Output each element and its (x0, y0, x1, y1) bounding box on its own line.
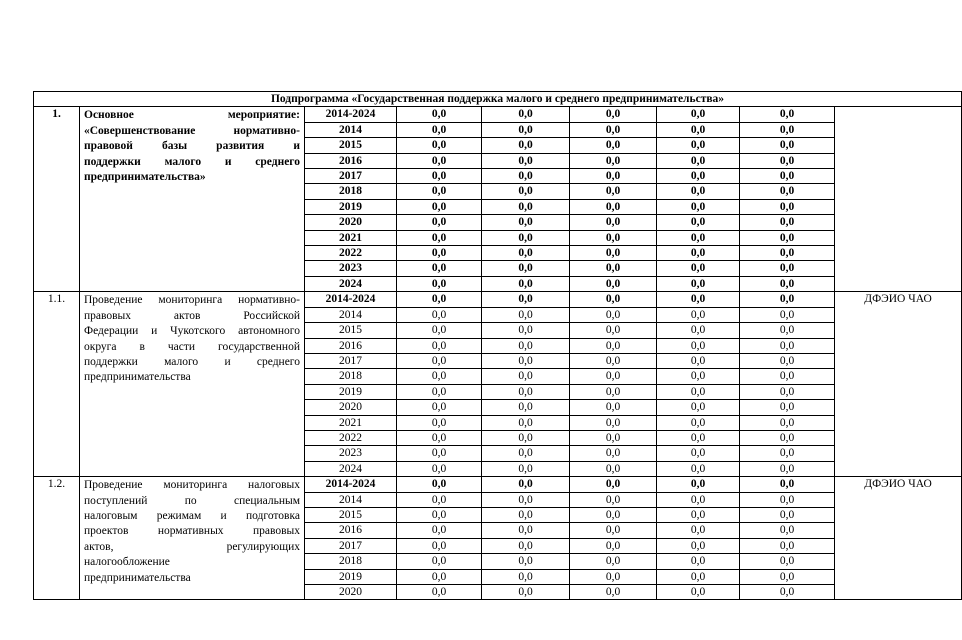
value-cell: 0,0 (570, 276, 657, 291)
value-cell: 0,0 (397, 169, 482, 184)
value-cell: 0,0 (570, 430, 657, 445)
value-cell: 0,0 (482, 430, 570, 445)
value-cell: 0,0 (397, 554, 482, 569)
item-name-line: Федерации и Чукотского автономного (84, 325, 300, 338)
value-cell: 0,0 (570, 199, 657, 214)
year-cell: 2015 (305, 323, 397, 338)
value-cell: 0,0 (397, 446, 482, 461)
item-name-line: Проведение мониторинга налоговых (84, 479, 300, 492)
item-name-line: правовых актов Российской (84, 309, 300, 322)
value-cell: 0,0 (657, 446, 740, 461)
responsible-executor: ДФЭИО ЧАО (835, 477, 962, 600)
year-cell: 2020 (305, 585, 397, 600)
value-cell: 0,0 (570, 215, 657, 230)
year-cell: 2014 (305, 307, 397, 322)
value-cell: 0,0 (397, 199, 482, 214)
value-cell: 0,0 (570, 323, 657, 338)
item-name (80, 107, 305, 292)
value-cell: 0,0 (482, 169, 570, 184)
value-cell: 0,0 (740, 523, 835, 538)
value-cell: 0,0 (740, 400, 835, 415)
year-cell: 2022 (305, 246, 397, 261)
value-cell: 0,0 (397, 230, 482, 245)
value-cell: 0,0 (570, 461, 657, 476)
subprogram-header-row (34, 92, 962, 107)
table-row (34, 292, 962, 307)
item-name (80, 292, 305, 477)
value-cell: 0,0 (740, 430, 835, 445)
value-cell: 0,0 (570, 569, 657, 584)
value-cell: 0,0 (570, 153, 657, 168)
year-cell: 2020 (305, 400, 397, 415)
value-cell: 0,0 (570, 492, 657, 507)
item-name-line: поступлений по специальным (84, 494, 300, 507)
value-cell: 0,0 (657, 338, 740, 353)
item-name-line: актов, регулирующих (84, 540, 300, 553)
value-cell: 0,0 (482, 261, 570, 276)
value-cell: 0,0 (397, 153, 482, 168)
value-cell: 0,0 (740, 246, 835, 261)
value-cell: 0,0 (740, 292, 835, 307)
value-cell: 0,0 (482, 199, 570, 214)
value-cell: 0,0 (482, 400, 570, 415)
value-cell: 0,0 (482, 446, 570, 461)
value-cell: 0,0 (657, 461, 740, 476)
year-cell: 2017 (305, 169, 397, 184)
value-cell: 0,0 (740, 107, 835, 122)
document-page (33, 91, 932, 600)
value-cell: 0,0 (482, 307, 570, 322)
subprogram-title: Подпрограмма «Государственная поддержка малого и среднего предпринимательства» (34, 92, 962, 107)
year-cell: 2019 (305, 199, 397, 214)
value-cell: 0,0 (657, 369, 740, 384)
value-cell: 0,0 (482, 369, 570, 384)
value-cell: 0,0 (740, 569, 835, 584)
item-number: 1.1. (34, 292, 80, 477)
item-number: 1. (34, 107, 80, 292)
value-cell: 0,0 (482, 246, 570, 261)
value-cell: 0,0 (397, 338, 482, 353)
value-cell: 0,0 (397, 430, 482, 445)
value-cell: 0,0 (397, 369, 482, 384)
value-cell: 0,0 (570, 384, 657, 399)
value-cell: 0,0 (657, 400, 740, 415)
value-cell: 0,0 (570, 169, 657, 184)
value-cell: 0,0 (482, 353, 570, 368)
value-cell: 0,0 (570, 338, 657, 353)
value-cell: 0,0 (570, 415, 657, 430)
value-cell: 0,0 (657, 184, 740, 199)
year-cell: 2014-2024 (305, 477, 397, 492)
value-cell: 0,0 (397, 323, 482, 338)
value-cell: 0,0 (740, 215, 835, 230)
value-cell: 0,0 (740, 585, 835, 600)
value-cell: 0,0 (482, 523, 570, 538)
year-cell: 2014-2024 (305, 292, 397, 307)
value-cell: 0,0 (740, 261, 835, 276)
value-cell: 0,0 (570, 585, 657, 600)
year-cell: 2024 (305, 461, 397, 476)
value-cell: 0,0 (657, 292, 740, 307)
year-cell: 2016 (305, 153, 397, 168)
value-cell: 0,0 (482, 338, 570, 353)
value-cell: 0,0 (482, 292, 570, 307)
value-cell: 0,0 (657, 169, 740, 184)
value-cell: 0,0 (482, 461, 570, 476)
value-cell: 0,0 (570, 138, 657, 153)
value-cell: 0,0 (482, 538, 570, 553)
responsible-executor: ДФЭИО ЧАО (835, 292, 962, 477)
value-cell: 0,0 (740, 353, 835, 368)
value-cell: 0,0 (570, 446, 657, 461)
value-cell: 0,0 (657, 523, 740, 538)
value-cell: 0,0 (570, 230, 657, 245)
value-cell: 0,0 (570, 523, 657, 538)
value-cell: 0,0 (397, 538, 482, 553)
item-name-line: «Совершенствование нормативно- (84, 124, 300, 137)
value-cell: 0,0 (740, 276, 835, 291)
value-cell: 0,0 (570, 307, 657, 322)
value-cell: 0,0 (740, 477, 835, 492)
value-cell: 0,0 (397, 138, 482, 153)
value-cell: 0,0 (482, 107, 570, 122)
value-cell: 0,0 (740, 153, 835, 168)
year-cell: 2019 (305, 569, 397, 584)
program-table (33, 91, 962, 600)
year-cell: 2018 (305, 554, 397, 569)
value-cell: 0,0 (482, 122, 570, 137)
value-cell: 0,0 (482, 215, 570, 230)
item-number: 1.2. (34, 477, 80, 600)
table-row (34, 477, 962, 492)
value-cell: 0,0 (397, 307, 482, 322)
value-cell: 0,0 (657, 276, 740, 291)
year-cell: 2014 (305, 122, 397, 137)
year-cell: 2018 (305, 369, 397, 384)
value-cell: 0,0 (740, 369, 835, 384)
value-cell: 0,0 (570, 122, 657, 137)
value-cell: 0,0 (482, 230, 570, 245)
value-cell: 0,0 (397, 477, 482, 492)
value-cell: 0,0 (657, 430, 740, 445)
year-cell: 2016 (305, 338, 397, 353)
value-cell: 0,0 (482, 477, 570, 492)
item-name-line: предпринимательства (84, 571, 191, 584)
value-cell: 0,0 (397, 400, 482, 415)
value-cell: 0,0 (657, 384, 740, 399)
year-cell: 2023 (305, 446, 397, 461)
value-cell: 0,0 (657, 138, 740, 153)
value-cell: 0,0 (397, 523, 482, 538)
value-cell: 0,0 (657, 153, 740, 168)
value-cell: 0,0 (482, 492, 570, 507)
value-cell: 0,0 (740, 338, 835, 353)
value-cell: 0,0 (570, 261, 657, 276)
value-cell: 0,0 (482, 569, 570, 584)
value-cell: 0,0 (740, 138, 835, 153)
value-cell: 0,0 (570, 353, 657, 368)
year-cell: 2023 (305, 261, 397, 276)
item-name-line: Проведение мониторинга нормативно- (84, 294, 300, 307)
value-cell: 0,0 (657, 353, 740, 368)
value-cell: 0,0 (397, 122, 482, 137)
value-cell: 0,0 (740, 384, 835, 399)
value-cell: 0,0 (657, 307, 740, 322)
value-cell: 0,0 (740, 461, 835, 476)
item-name-line: налогообложение (84, 556, 170, 569)
item-name-line: предпринимательства (84, 371, 191, 384)
value-cell: 0,0 (657, 215, 740, 230)
value-cell: 0,0 (397, 585, 482, 600)
value-cell: 0,0 (657, 554, 740, 569)
value-cell: 0,0 (740, 492, 835, 507)
value-cell: 0,0 (657, 415, 740, 430)
year-cell: 2021 (305, 415, 397, 430)
value-cell: 0,0 (740, 415, 835, 430)
value-cell: 0,0 (740, 323, 835, 338)
value-cell: 0,0 (482, 184, 570, 199)
value-cell: 0,0 (397, 184, 482, 199)
value-cell: 0,0 (482, 276, 570, 291)
value-cell: 0,0 (482, 323, 570, 338)
value-cell: 0,0 (397, 507, 482, 522)
value-cell: 0,0 (740, 446, 835, 461)
value-cell: 0,0 (740, 169, 835, 184)
value-cell: 0,0 (397, 246, 482, 261)
value-cell: 0,0 (657, 507, 740, 522)
value-cell: 0,0 (397, 292, 482, 307)
item-name-line: проектов нормативных правовых (84, 525, 300, 538)
value-cell: 0,0 (482, 507, 570, 522)
value-cell: 0,0 (397, 261, 482, 276)
value-cell: 0,0 (570, 400, 657, 415)
item-name-line: поддержки малого и среднего (84, 355, 300, 368)
item-name-line: правовой базы развития и (84, 140, 300, 153)
value-cell: 0,0 (740, 122, 835, 137)
value-cell: 0,0 (397, 415, 482, 430)
table-body (34, 92, 962, 600)
table-row (34, 107, 962, 122)
item-name-line: предпринимательства» (84, 171, 206, 184)
value-cell: 0,0 (482, 384, 570, 399)
value-cell: 0,0 (482, 585, 570, 600)
year-cell: 2017 (305, 353, 397, 368)
value-cell: 0,0 (740, 184, 835, 199)
value-cell: 0,0 (657, 492, 740, 507)
value-cell: 0,0 (657, 246, 740, 261)
value-cell: 0,0 (740, 554, 835, 569)
value-cell: 0,0 (482, 415, 570, 430)
value-cell: 0,0 (570, 477, 657, 492)
item-name-line: налоговым режимам и подготовка (84, 509, 300, 522)
value-cell: 0,0 (397, 215, 482, 230)
year-cell: 2024 (305, 276, 397, 291)
value-cell: 0,0 (657, 323, 740, 338)
value-cell: 0,0 (657, 107, 740, 122)
value-cell: 0,0 (657, 230, 740, 245)
year-cell: 2016 (305, 523, 397, 538)
value-cell: 0,0 (657, 569, 740, 584)
item-name-line: поддержки малого и среднего (84, 155, 300, 168)
value-cell: 0,0 (657, 122, 740, 137)
value-cell: 0,0 (482, 554, 570, 569)
value-cell: 0,0 (397, 384, 482, 399)
year-cell: 2014 (305, 492, 397, 507)
year-cell: 2022 (305, 430, 397, 445)
year-cell: 2015 (305, 507, 397, 522)
item-name (80, 477, 305, 600)
year-cell: 2020 (305, 215, 397, 230)
value-cell: 0,0 (570, 369, 657, 384)
year-cell: 2019 (305, 384, 397, 399)
value-cell: 0,0 (397, 492, 482, 507)
value-cell: 0,0 (570, 107, 657, 122)
responsible-executor (835, 107, 962, 292)
value-cell: 0,0 (740, 230, 835, 245)
year-cell: 2017 (305, 538, 397, 553)
value-cell: 0,0 (657, 538, 740, 553)
value-cell: 0,0 (570, 507, 657, 522)
value-cell: 0,0 (657, 199, 740, 214)
value-cell: 0,0 (397, 461, 482, 476)
value-cell: 0,0 (657, 261, 740, 276)
value-cell: 0,0 (482, 138, 570, 153)
value-cell: 0,0 (570, 538, 657, 553)
value-cell: 0,0 (740, 307, 835, 322)
item-name-line: округа в части государственной (84, 340, 300, 353)
year-cell: 2018 (305, 184, 397, 199)
value-cell: 0,0 (570, 184, 657, 199)
value-cell: 0,0 (397, 353, 482, 368)
value-cell: 0,0 (657, 477, 740, 492)
value-cell: 0,0 (570, 246, 657, 261)
year-cell: 2014-2024 (305, 107, 397, 122)
value-cell: 0,0 (397, 276, 482, 291)
year-cell: 2015 (305, 138, 397, 153)
value-cell: 0,0 (570, 554, 657, 569)
value-cell: 0,0 (570, 292, 657, 307)
item-name-line: Основное мероприятие: (84, 109, 300, 122)
year-cell: 2021 (305, 230, 397, 245)
value-cell: 0,0 (657, 585, 740, 600)
value-cell: 0,0 (397, 107, 482, 122)
value-cell: 0,0 (740, 507, 835, 522)
value-cell: 0,0 (397, 569, 482, 584)
value-cell: 0,0 (740, 199, 835, 214)
value-cell: 0,0 (482, 153, 570, 168)
value-cell: 0,0 (740, 538, 835, 553)
